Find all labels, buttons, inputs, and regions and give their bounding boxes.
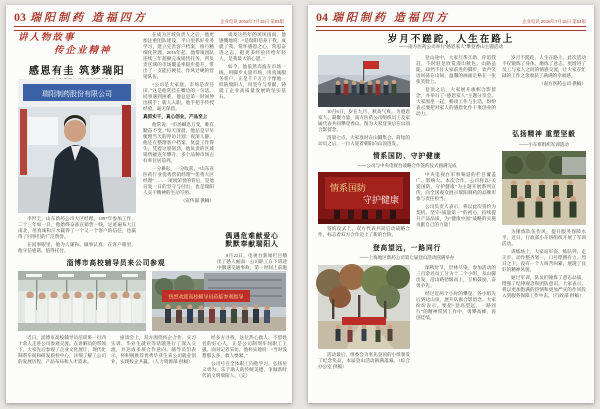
photo-outdoor-banner-graphic — [152, 271, 286, 331]
paragraph: 经多方寻找，这位热心救人、不留姓名的好心人，正是公司制剂车间职工王强。面对记者采访，他朴实地说：“当时没想那么多，救人要紧。” — [202, 335, 287, 359]
paragraph: 活动最后，组委会为率先登顶的小组颁发了纪念奖品，本届登山活动圆满落幕。（综合办公室 供稿） — [318, 352, 410, 370]
paragraph: 一分耕耘，一分收获。“山东省医药行业优秀营销经理”“优秀大区经理”……一项项荣誉的背后，是他日复一日的坚守与付出，也是瑞阳人实干精神的生动写照。 — [143, 165, 214, 195]
photo-autumn-climb — [318, 265, 410, 349]
military-text-col — [502, 229, 586, 396]
paragraph: 登顶之后，大家展开旗帜合影留念，并举行了“感恩家人”主题分享会。大家围坐一起，畅谈工作与生活，纷纷表示要把对家人的感恩化作干事创业的动力。 — [416, 86, 496, 117]
paragraph: 近日，淄博市高校辅导员培训班一行四十余人走进公司参观交流。在讲解员的带领下，大家先后参观了企业文化展厅、现代化制剂车间和研发质检中心，详细了解了公司的发展历程、产品布局和人才需求。 — [18, 335, 106, 365]
paragraph: 清晨七点，大家准时在山脚集合。简短的动员之后，一行人迎着朝阳向山顶进发。 — [318, 134, 410, 146]
main-article-subtitle: ——南方医药公司举行“感恩家人”攀登香山主题活动 — [398, 44, 504, 49]
masthead-left — [14, 9, 148, 25]
paragraph: 如今，他依然奔波在市场一线，用脚步丈量市场，用真诚服务客户。正是千千万万个像他一样的瑞阳人，用坚守与奉献，铸就了企业高质量发展的坚实基石。 — [219, 63, 286, 100]
photo-expo-portrait — [18, 79, 136, 213]
profile-text-col1 — [18, 216, 136, 258]
paragraph: 通过军训，队员们锤炼了意志品质，增强了纪律观念和团队意识。大家表示，将以更加饱满的热情和更加严实的作风投入到服务保障工作中去。（行政部 供稿） — [502, 274, 586, 298]
paragraph: 真抓实干，真心创业，产品至上 — [143, 114, 208, 119]
paragraph: 为锤炼队伍作风，提升服务保障水平，近日，行政部小车班组织开展了军训活动。 — [502, 229, 586, 247]
paragraph: 谈及这些年的风风雨雨，他感慨地说：“是瑞阳培养了我，成就了我。常怀感恩之心，常思奋进之志，把更多经验传给年轻人，是我最大的心愿。” — [219, 32, 286, 62]
paragraph: 经过近两个小时的攀登，各小组先后到达山顶，展开队旗合影留念。大家纷纷表示，要把“登高望远、一路同行”的精神带到工作中，勇攀高峰，再创佳绩。 — [416, 290, 496, 321]
defense-below-photo-text — [318, 226, 410, 240]
red-flag-icon — [364, 61, 379, 69]
ceremony-text-1: 情系国防 — [329, 183, 367, 193]
masthead-rule — [14, 26, 284, 31]
photo-lab-visit-graphic — [18, 271, 146, 331]
visit-text-col2 — [111, 335, 196, 397]
photo-expo-portrait-graphic — [18, 79, 136, 213]
paragraph: 岁月不蹉跎，人生在路上。此次活动不仅锻炼了身体、磨炼了意志，更增进了员工与家人之间的情感交流，让大家在忙碌的工作之余收获了满满的幸福感。 — [502, 55, 586, 79]
paragraph: 座谈会上，双方围绕校企合作、实习实训、毕业生就业等话题进行了深入交流，并达成多项合作意向。辅导员们表示，将积极推荐优秀毕业生来公司就业创业，实现校企共赢。（人力资源部 供稿） — [111, 335, 196, 365]
paragraph: 公司号召全体职工向他学习，弘扬见义勇为、乐于助人的传统美德，争做新时代的文明瑞阳人。（完） — [202, 360, 287, 378]
photo-mountain-summit — [318, 55, 410, 107]
photo-mountain-graphic — [318, 55, 410, 107]
defense-article-title: 情系国防、守护健康 — [372, 153, 442, 160]
booth-sign-text: 瑞阳制药股份有限公司 — [42, 91, 112, 98]
paragraph: 李世圭，山东新药公司大区经理。1997年参加工作，二十三年如一日，他始终奋战在销售一线，足迹遍布大江南北，用真诚和汗水赢得了一个又一个客户的信任，也赢得了同事们的广泛赞誉。 — [18, 216, 136, 240]
rescue-title-line1: 偶遇危难献爱心 — [225, 233, 279, 240]
profile-article-title: 感恩有圭 筑梦瑞阳 — [28, 65, 126, 77]
rescue-title-line2: 默默奉献瑞阳人 — [225, 241, 279, 249]
main-text-col2 — [416, 55, 496, 127]
paragraph: 训练场上，大家站军姿、练队列、走正步，动作整齐划一，口号铿锵有力。烈日之下，没有一个人叫苦叫累，展现了良好的精神风貌。 — [502, 248, 586, 272]
paragraph: 8月22日，电视台新闻栏目播出了感人画面：公司职工在下班途中偶遇交通事故，第一时间上前施 — [217, 253, 287, 271]
paragraph: “公司是大家庭，市场是责任田。”这是他常挂在嘴边的一句话。同事遇到困难，他总是第一时间伸出援手；新人入职，他手把手传授经验，毫无保留。 — [143, 82, 214, 112]
masthead-03 — [14, 10, 284, 25]
masthead-info: 企业电讯 2018年7月15日 第04版 — [522, 19, 586, 24]
paragraph: 在成为区域负责人之后，他更加注重团队建设，平日里抓好业务学习，建立完善客户档案，推行精细化管理。2016年起，他带领团队连续三年超额完成销售任务，所负责区域的市场覆盖率稳步提升，带出了一支能打硬仗、作风过硬的营销队伍。 — [143, 32, 214, 80]
photo-military-graphic — [502, 151, 586, 225]
photo-signing-ceremony — [318, 172, 410, 224]
military-article-title: 弘扬精神 重塑坚毅 — [512, 131, 576, 138]
page-number: 04 — [316, 10, 328, 24]
photo-climb-graphic — [318, 265, 410, 349]
masthead-title: 瑞阳制药 造福四方 — [332, 12, 450, 24]
main-caption-col — [318, 109, 410, 149]
climb-banner — [342, 317, 386, 325]
masthead-title: 瑞阳制药 造福四方 — [30, 12, 148, 24]
masthead-left — [316, 9, 450, 25]
slogan-line-1: 讲人物故事 — [18, 33, 76, 43]
climb-below-photo-text — [318, 352, 410, 396]
paragraph: （南方医药公司 供稿） — [538, 80, 586, 86]
calligraphy-slogan — [18, 32, 136, 58]
masthead-info: 企业电讯 2018年7月15日 第03版 — [220, 19, 284, 24]
page-number: 03 — [14, 10, 26, 24]
photo-lab-visit-group — [18, 271, 146, 331]
photo-ceremony-graphic — [318, 172, 410, 224]
rescue-intro — [217, 253, 287, 269]
newspaper-page-04 — [308, 5, 594, 403]
visit-text-col1 — [18, 335, 106, 397]
paragraph: 10月6日，岁在九月、秋高气爽。为感恩家人、凝聚力量，南方医药公司组织员工及家属代表共同攀登香山。图为大家登顶后在山顶合影留念。 — [318, 109, 410, 133]
masthead-rule — [316, 26, 586, 31]
photo-outdoor-banner-group — [152, 271, 286, 331]
climb-text-col — [416, 265, 496, 396]
paragraph: 他常说：“市场瞬息万变，唯有勤奋不变。”每天清晨，他总是早早梳理当天的拜访计划；夜深人静，他还在整理客户档案、复盘工作得失。凭着这股韧劲，他负责的区域销售额连年攀升，多个品种市场占有率位居前列。 — [143, 121, 214, 164]
climb-article-subtitle: ——上海地区新药公司第七届登山活动圆满举办 — [359, 255, 455, 260]
slogan-line-2: 传企业精神 — [54, 45, 112, 56]
rescue-continued-col — [202, 335, 287, 397]
profile-text-col3 — [219, 32, 286, 232]
newspaper-page-03 — [6, 5, 292, 403]
profile-text-col2 — [143, 32, 214, 258]
defense-article-subtitle: ——公司与中央电视台战略合作签约仪式圆满完成 — [357, 163, 457, 168]
main-article-title: 岁月不蹉跎，人生在路上 — [387, 34, 515, 45]
paragraph: 签约仪式上，双方代表共同启动战略合作，标志着双方合作迈上了新的台阶。 — [318, 226, 410, 238]
military-article-subtitle: ——小车班组织军训活动 — [519, 142, 569, 147]
paragraph: 公司负责人表示，将以此次签约为契机，坚守“质量第一”的初心，持续提升产品品质，为“健康中国”战略的实施贡献自己的力量！ — [416, 203, 496, 228]
masthead-04 — [316, 10, 586, 25]
welcome-banner-text: 热烈欢迎高校辅导员莅临参观指导 — [168, 294, 244, 301]
paragraph: 在同事眼里，他为人谦和、做事认真；在客户眼里，他守信重诺、值得托付。 — [18, 241, 136, 253]
red-banner-shape — [122, 105, 131, 177]
ceremony-text-2: 守护健康 — [362, 195, 400, 205]
main-text-col3 — [502, 55, 586, 125]
photo-military-drill — [502, 151, 586, 225]
paragraph: 登山途中，大家互帮互助、你追我赶，不时驻足欣赏漫山秋色。山路虽陡，却挡不住大家前进的脚步，欢声笑语回荡在山间，温馨的画面定格在一张张笑脸上。 — [416, 55, 496, 85]
defense-text-col — [416, 172, 496, 240]
rescue-article-header — [217, 233, 287, 250]
paragraph: （宣传部 供稿） — [180, 197, 214, 203]
climb-article-title: 登高望远，一路同行 — [372, 245, 442, 252]
paragraph: 中央电视台军事频道的栏目覆盖广、影响大。本次合作，公司将以“关爱国防、守护健康”为主题开展系列宣传，向全国观众展示瑞阳制药的品牌形象与责任担当。 — [416, 172, 496, 202]
paragraph: 深秋时节，层林尽染。参加活动的三百余名员工分为十二个小组，从山脚出发，沿山路拾级而上，互相鼓励，奋勇争先。 — [416, 265, 496, 289]
visit-article-title: 淄博市高校辅导员来公司参观 — [66, 260, 166, 267]
